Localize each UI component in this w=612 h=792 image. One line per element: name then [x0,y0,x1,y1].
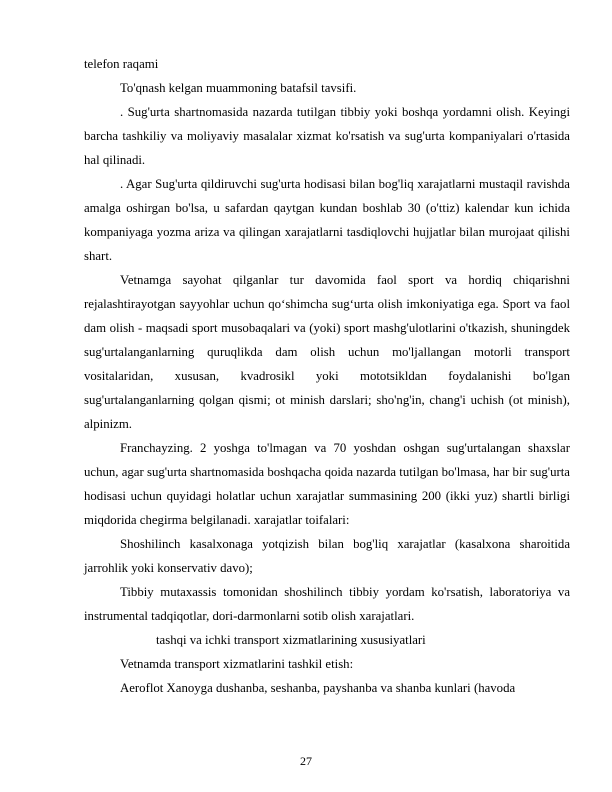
paragraph-franchise: Franchayzing. 2 yoshga to'lmagan va 70 yoshdan oshgan sug'urtalangan shaxslar uchun, agar sug'urta shartnomasida boshqacha qoida nazarda tutilgan bo'lmasa, har bir sug'urta hodisasi uchun quyidagi holatlar uchun xarajatlar summasining 200 (ikki yuz) shartli birligi miqdorida chegirma belgilanadi. xarajatlar toifalari: [84,441,570,527]
paragraph-transport-organization: Vetnamda transport xizmatlarini tashkil etish: [120,657,354,671]
paragraph-vietnam-sport-insurance: Vetnamga sayohat qilganlar tur davomida faol sport va hordiq chiqarishni rejalashtirayotgan sayyohlar uchun qo‘shimcha sug‘urta olish imkoniyatiga ega. Sport va faol dam olish - maqsadi sport musobaqalari va (yoki) sport mashg'ulotlarini o'tkazish, shuningdek sug'urtalanganlarning quruqlikda dam olish uchun mo'ljallangan motorli transport vositalaridan, xususan, kvadrosikl yoki mototsikldan foydalanishi bo'lgan sug'urtalanganlarning qolgan qismi; ot minish darslari; sho'ng'in, chang'i uchish (ot minish), alpinizm. [84,273,570,431]
paragraph-aeroflot: Aeroflot Xanoyga dushanba, seshanba, payshanba va shanba kunlari (havoda [120,681,516,695]
paragraph-expense-claim: . Agar Sug'urta qildiruvchi sug'urta hodisasi bilan bog'liq xarajatlarni mustaqil ravishda amalga oshirgan bo'lsa, u safardan qaytgan kundan boshlab 30 (o'ttiz) kalendar kun ichida kompaniyaga yozma ariza va qilingan xarajatlarni tasdiqlovchi hujjatlar bilan murojaat qilishi shart. [84,177,570,263]
paragraph-hospitalization: Shoshilinch kasalxonaga yotqizish bilan bog'liq xarajatlar (kasalxona sharoitida jarrohlik yoki konservativ davo); [84,537,570,575]
document-page [84,52,570,700]
page-number: 27 [300,754,312,768]
problem-description-line: To'qnash kelgan muammoning batafsil tavsifi. [120,81,357,95]
paragraph-medical-assistance: . Sug'urta shartnomasida nazarda tutilgan tibbiy yoki boshqa yordamni olish. Keyingi barcha tashkiliy va moliyaviy masalalar xizmat ko'rsatish va sug'urta kompaniyalari o'rtasida hal qilinadi. [84,105,570,167]
phone-number-label: telefon raqami [84,57,159,71]
paragraph-medical-specialist: Tibbiy mutaxassis tomonidan shoshilinch tibbiy yordam ko'rsatish, laboratoriya va instrumental tadqiqotlar, dori-darmonlarni sotib olish xarajatlari. [84,585,570,623]
section-heading-transport: tashqi va ichki transport xizmatlarining xususiyatlari [156,633,426,647]
